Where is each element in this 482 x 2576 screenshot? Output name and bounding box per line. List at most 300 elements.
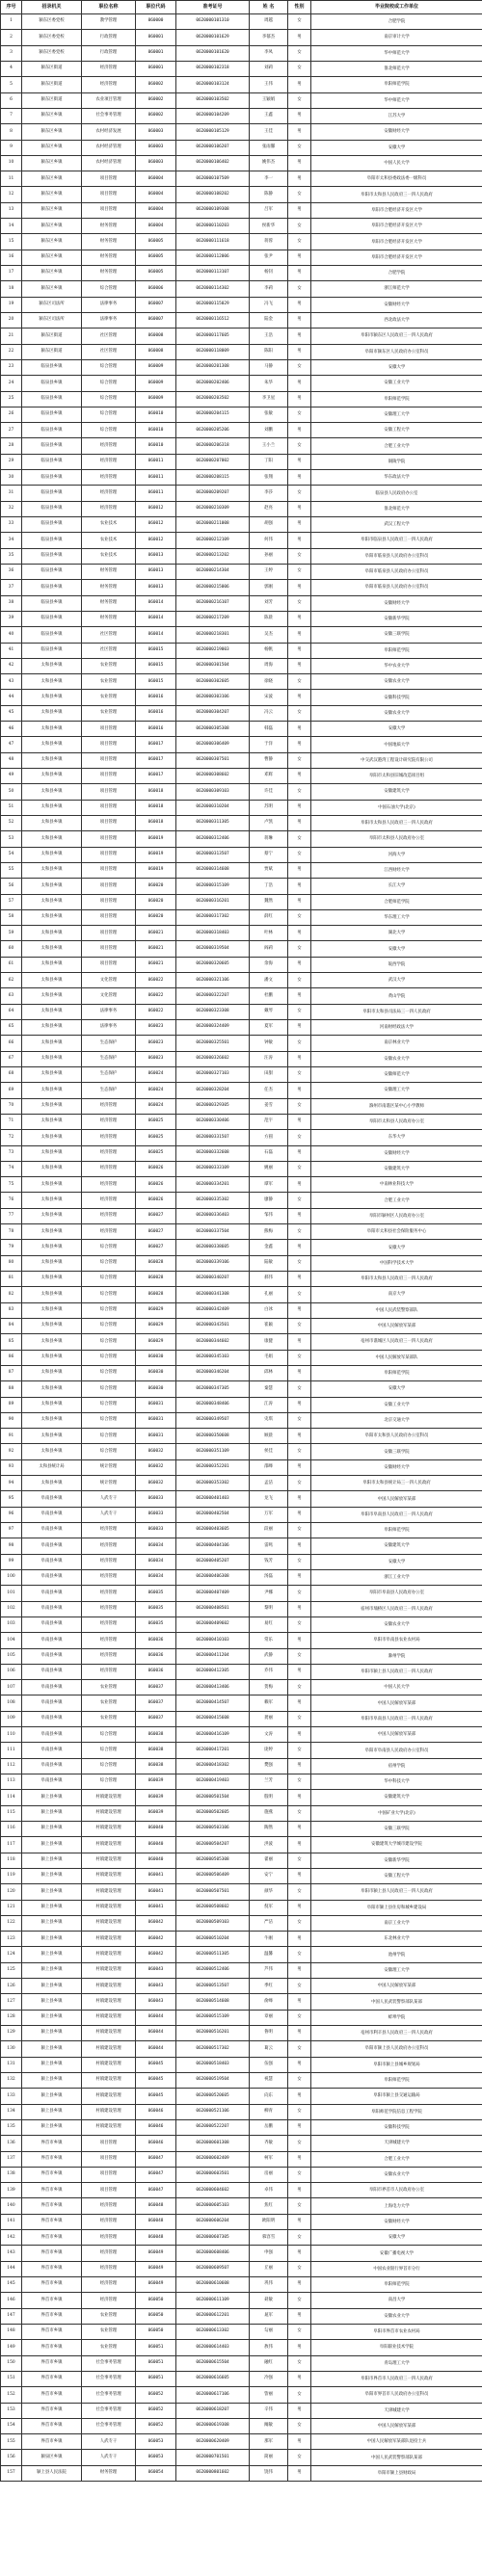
cell-index: 38: [1, 595, 22, 611]
table-row: [1, 1868, 482, 1883]
cell-school: 安徽农业大学: [311, 2308, 482, 2324]
cell-position-code: 060034: [136, 1554, 176, 1569]
cell-gender: 女: [288, 1036, 311, 1051]
cell-position: 农业管理: [82, 2308, 136, 2324]
table-row: [1, 690, 482, 705]
cell-exam-number: 0620000106207: [176, 140, 250, 155]
table-row: [1, 391, 482, 407]
cell-exam-number: 0620000108202: [176, 187, 250, 202]
cell-gender: 男: [288, 124, 311, 140]
cell-agency: 阜南县乡镇: [22, 1523, 82, 1538]
table-row: [1, 171, 482, 187]
cell-name: 王婷: [250, 564, 288, 579]
cell-name: 卢凯: [250, 815, 288, 830]
cell-exam-number: 0620000216107: [176, 595, 250, 611]
table-row: [1, 2387, 482, 2403]
cell-name: 常乐: [250, 1633, 288, 1648]
cell-gender: 男: [288, 171, 311, 187]
cell-name: 李一: [250, 171, 288, 187]
cell-position: 综合管理: [82, 407, 136, 422]
cell-name: 顾晨: [250, 1429, 288, 1444]
cell-exam-number: 0620000416109: [176, 1727, 250, 1743]
cell-gender: 女: [288, 1743, 311, 1758]
cell-position-code: 060037: [136, 1711, 176, 1726]
cell-agency: 阜南县乡镇: [22, 1507, 82, 1522]
cell-exam-number: 0620000340207: [176, 1272, 250, 1287]
table-row: [1, 1853, 482, 1868]
table-row: [1, 297, 482, 312]
table-row: [1, 1193, 482, 1208]
table-row: [1, 108, 482, 123]
cell-index: 156: [1, 2450, 22, 2465]
cell-exam-number: 0620000402504: [176, 1507, 250, 1522]
table-row: [1, 2261, 482, 2276]
cell-school: 中国人民解放军某部: [311, 1727, 482, 1743]
cell-position-code: 060046: [136, 2119, 176, 2135]
cell-index: 75: [1, 1177, 22, 1193]
table-row: [1, 1837, 482, 1853]
cell-gender: 男: [288, 501, 311, 516]
cell-index: 67: [1, 1051, 22, 1066]
cell-exam-number: 0620000322207: [176, 988, 250, 1004]
cell-exam-number: 0620000601308: [176, 2136, 250, 2151]
table-row: [1, 1648, 482, 1664]
cell-position-code: 060036: [136, 1664, 176, 1679]
cell-gender: 男: [288, 926, 311, 941]
cell-exam-number: 0620000316201: [176, 894, 250, 909]
cell-exam-number: 0620000504207: [176, 1837, 250, 1853]
cell-exam-number: 0620000350608: [176, 1429, 250, 1444]
cell-exam-number: 0620000217209: [176, 611, 250, 626]
cell-index: 147: [1, 2308, 22, 2324]
cell-position: 经济管理: [82, 1130, 136, 1145]
cell-index: 83: [1, 1302, 22, 1318]
cell-agency: 临泉县乡镇: [22, 438, 82, 454]
cell-school: 武汉工程大学: [311, 517, 482, 533]
cell-agency: 界首市乡镇: [22, 2434, 82, 2450]
table-row: [1, 1130, 482, 1145]
cell-position: 项目管理: [82, 171, 136, 187]
cell-position: 综合管理: [82, 1240, 136, 1255]
table-row: [1, 1994, 482, 2010]
cell-index: 56: [1, 879, 22, 894]
cell-position: 经济管理: [82, 1193, 136, 1208]
cell-school: 阜阳市阜南县人民政府办公室科员: [311, 1743, 482, 1758]
cell-gender: 女: [288, 1523, 311, 1538]
cell-school: 河南财经政法大学: [311, 1020, 482, 1036]
cell-school: 阜阳市颍州区人民政府办公室: [311, 1208, 482, 1223]
cell-position-code: 060040: [136, 1837, 176, 1853]
cell-exam-number: 0620000506409: [176, 1868, 250, 1883]
cell-index: 123: [1, 1932, 22, 1947]
cell-name: 尹娜: [250, 1586, 288, 1601]
cell-school: 安徽三联学院: [311, 627, 482, 643]
cell-gender: 男: [288, 2151, 311, 2167]
cell-position-code: 060025: [136, 1145, 176, 1161]
cell-school: 安徽大学: [311, 941, 482, 957]
cell-exam-number: 0620000305308: [176, 722, 250, 737]
cell-agency: 太和县乡镇: [22, 1193, 82, 1208]
cell-gender: 男: [288, 1365, 311, 1380]
cell-position-code: 060004: [136, 187, 176, 202]
cell-exam-number: 0620000518403: [176, 2057, 250, 2072]
cell-position: 项目管理: [82, 894, 136, 909]
header-index: 序号: [1, 1, 22, 14]
cell-agency: 太和县乡镇: [22, 1318, 82, 1333]
table-row: [1, 2198, 482, 2214]
cell-index: 58: [1, 909, 22, 925]
cell-exam-number: 0620000336403: [176, 1208, 250, 1223]
cell-position-code: 060006: [136, 281, 176, 297]
cell-exam-number: 0620000503106: [176, 1821, 250, 1836]
cell-school: 中国人民武装警察部队某部: [311, 2450, 482, 2465]
cell-gender: 男: [288, 862, 311, 878]
cell-agency: 颍上县乡镇: [22, 1979, 82, 1994]
cell-agency: 颍上县乡镇: [22, 1947, 82, 1962]
cell-school: 南京审计大学: [311, 30, 482, 45]
cell-index: 129: [1, 2026, 22, 2041]
cell-gender: 男: [288, 517, 311, 533]
cell-name: 孟洁: [250, 1476, 288, 1491]
cell-agency: 颍上县乡镇: [22, 1884, 82, 1900]
cell-agency: 临泉县乡镇: [22, 533, 82, 548]
cell-name: 毛娟: [250, 1350, 288, 1365]
cell-position-code: 060024: [136, 1098, 176, 1114]
cell-position-code: 060016: [136, 705, 176, 721]
cell-position: 财务管理: [82, 266, 136, 281]
cell-agency: 界首市乡镇: [22, 2167, 82, 2182]
table-row: [1, 517, 482, 533]
cell-position-code: 060013: [136, 580, 176, 595]
table-row: [1, 1302, 482, 1318]
cell-school: 阜阳市临泉县人民政府办公室科员: [311, 564, 482, 579]
table-row: [1, 1224, 482, 1240]
cell-index: 16: [1, 250, 22, 265]
table-row: [1, 1900, 482, 1915]
table-row: [1, 2450, 482, 2465]
cell-name: 张敏: [250, 407, 288, 422]
cell-name: 叶林: [250, 926, 288, 941]
cell-name: 李卫星: [250, 391, 288, 407]
cell-agency: 颍上县乡镇: [22, 2057, 82, 2072]
cell-exam-number: 0620000105129: [176, 124, 250, 140]
table-row: [1, 1507, 482, 1522]
cell-name: 章丽: [250, 2010, 288, 2025]
cell-gender: 男: [288, 2340, 311, 2355]
cell-position-code: 060002: [136, 92, 176, 108]
cell-exam-number: 0620000616605: [176, 2371, 250, 2386]
cell-school: 宿州学院: [311, 1758, 482, 1774]
table-row: [1, 1334, 482, 1350]
table-row: [1, 627, 482, 643]
cell-exam-number: 0620000311305: [176, 815, 250, 830]
cell-index: 61: [1, 957, 22, 972]
cell-exam-number: 0620000508602: [176, 1900, 250, 1915]
cell-gender: 女: [288, 2104, 311, 2119]
cell-school: 河海大学: [311, 847, 482, 862]
cell-position-code: 060038: [136, 1758, 176, 1774]
cell-gender: 女: [288, 281, 311, 297]
cell-name: 黎明: [250, 1601, 288, 1617]
table-row: [1, 77, 482, 92]
cell-index: 109: [1, 1711, 22, 1726]
cell-agency: 颍上县乡镇: [22, 1805, 82, 1821]
cell-agency: 颍东区街道: [22, 61, 82, 76]
cell-school: 安徽广播电视大学: [311, 2246, 482, 2261]
cell-name: 訾丽: [250, 2387, 288, 2403]
cell-index: 57: [1, 894, 22, 909]
cell-position-code: 060045: [136, 2089, 176, 2104]
cell-school: 铜陵学院: [311, 454, 482, 469]
cell-position-code: 060041: [136, 1900, 176, 1915]
cell-index: 135: [1, 2119, 22, 2135]
cell-school: 阜阳市太和县人民政府办公室: [311, 831, 482, 847]
cell-gender: 男: [288, 202, 311, 218]
cell-gender: 女: [288, 595, 311, 611]
cell-name: 祝慧: [250, 2072, 288, 2088]
cell-exam-number: 0620000334201: [176, 1177, 250, 1193]
cell-agency: 太和县乡镇: [22, 1098, 82, 1114]
cell-position: 综合管理: [82, 1318, 136, 1333]
cell-name: 吕军: [250, 202, 288, 218]
cell-index: 149: [1, 2340, 22, 2355]
table-row: [1, 1554, 482, 1569]
cell-gender: 男: [288, 1821, 311, 1836]
cell-position-code: 060009: [136, 391, 176, 407]
cell-gender: 男: [288, 690, 311, 705]
cell-index: 34: [1, 533, 22, 548]
cell-gender: 女: [288, 1255, 311, 1271]
cell-school: 中国人民解放军某部: [311, 2418, 482, 2433]
cell-agency: 临泉县乡镇: [22, 470, 82, 486]
cell-name: 乔伟: [250, 1664, 288, 1679]
cell-exam-number: 0620000404106: [176, 1538, 250, 1554]
cell-index: 137: [1, 2151, 22, 2167]
header-gender: 性别: [288, 1, 311, 14]
cell-agency: 临泉县乡镇: [22, 391, 82, 407]
cell-agency: 颍上县乡镇: [22, 1821, 82, 1836]
cell-gender: 女: [288, 1853, 311, 1868]
cell-school: 阜阳市颍上县交通运输局: [311, 2089, 482, 2104]
table-row: [1, 312, 482, 328]
table-row: [1, 2230, 482, 2246]
cell-position-code: 060008: [136, 329, 176, 344]
cell-school: 阜阳师范学院: [311, 77, 482, 92]
cell-agency: 颍上县乡镇: [22, 1900, 82, 1915]
cell-index: 105: [1, 1648, 22, 1664]
cell-position: 项目管理: [82, 784, 136, 800]
cell-position-code: 060025: [136, 1130, 176, 1145]
cell-position-code: 060027: [136, 1240, 176, 1255]
cell-agency: 颍东区司法所: [22, 297, 82, 312]
cell-position: 文化管理: [82, 988, 136, 1004]
cell-position: 农业技术: [82, 548, 136, 564]
cell-school: 安徽新华学院: [311, 1853, 482, 1868]
cell-position: 村镇建设管理: [82, 1837, 136, 1853]
cell-position-code: 060032: [136, 1459, 176, 1475]
cell-exam-number: 0620000201308: [176, 359, 250, 375]
table-row: [1, 847, 482, 862]
cell-name: 樊强: [250, 1758, 288, 1774]
cell-index: 44: [1, 690, 22, 705]
table-row: [1, 1145, 482, 1161]
cell-agency: 阜南县乡镇: [22, 1538, 82, 1554]
cell-gender: 男: [288, 1727, 311, 1743]
cell-name: 田甜: [250, 1066, 288, 1082]
cell-school: 中国人民解放军某部: [311, 1979, 482, 1994]
table-row: [1, 30, 482, 45]
cell-agency: 太和县乡镇: [22, 705, 82, 721]
table-row: [1, 438, 482, 454]
cell-gender: 女: [288, 1412, 311, 1428]
cell-index: 142: [1, 2230, 22, 2246]
cell-school: 长江大学: [311, 879, 482, 894]
cell-position: 经济管理: [82, 1161, 136, 1176]
cell-position: 村镇建设管理: [82, 1900, 136, 1915]
cell-exam-number: 0620000602409: [176, 2151, 250, 2167]
cell-name: 魏然: [250, 894, 288, 909]
cell-school: 阜阳市界首市人民政府三一四人民政府: [311, 2371, 482, 2386]
cell-agency: 阜南县乡镇: [22, 1758, 82, 1774]
cell-position-code: 060011: [136, 486, 176, 501]
cell-index: 21: [1, 329, 22, 344]
table-row: [1, 155, 482, 171]
cell-name: 张雨馨: [250, 140, 288, 155]
cell-gender: 男: [288, 1538, 311, 1554]
cell-school: 合肥学院: [311, 266, 482, 281]
table-row: [1, 1459, 482, 1475]
cell-agency: 临泉县乡镇: [22, 580, 82, 595]
cell-index: 3: [1, 45, 22, 61]
cell-gender: 男: [288, 2277, 311, 2293]
cell-position-code: 060003: [136, 124, 176, 140]
cell-position-code: 060003: [136, 155, 176, 171]
cell-position: 村镇建设管理: [82, 2057, 136, 2072]
cell-name: 柳青: [250, 2104, 288, 2119]
cell-position-code: 060043: [136, 1962, 176, 1978]
cell-index: 96: [1, 1507, 22, 1522]
cell-position: 村镇建设管理: [82, 2119, 136, 2135]
cell-school: 阜阳市颍东区人民政府办公室科员: [311, 344, 482, 359]
cell-name: 欧阳明: [250, 2214, 288, 2229]
cell-school: 安徽建筑大学: [311, 784, 482, 800]
cell-position-code: 060014: [136, 595, 176, 611]
cell-name: 周越: [250, 14, 288, 30]
cell-position-code: 060002: [136, 108, 176, 123]
cell-school: 阜阳市颍东区人民政府三一四人民政府: [311, 329, 482, 344]
cell-school: 安徽大学: [311, 140, 482, 155]
cell-exam-number: 0620000608406: [176, 2246, 250, 2261]
cell-position: 行政管理: [82, 30, 136, 45]
cell-position-code: 060015: [136, 643, 176, 658]
cell-position-code: 060054: [136, 2465, 176, 2481]
cell-index: 90: [1, 1412, 22, 1428]
cell-agency: 太和县乡镇: [22, 1066, 82, 1082]
cell-exam-number: 0620000215006: [176, 580, 250, 595]
table-row: [1, 1255, 482, 1271]
cell-gender: 女: [288, 1098, 311, 1114]
table-row: [1, 2308, 482, 2324]
cell-agency: 界首市乡镇: [22, 2403, 82, 2418]
cell-agency: 颍上县乡镇: [22, 2072, 82, 2088]
cell-index: 81: [1, 1272, 22, 1287]
cell-position: 综合管理: [82, 1397, 136, 1412]
cell-exam-number: 0620000101620: [176, 45, 250, 61]
cell-exam-number: 0620000218301: [176, 627, 250, 643]
cell-exam-number: 0620000317302: [176, 909, 250, 925]
cell-name: 杜鹏: [250, 988, 288, 1004]
cell-position: 财务管理: [82, 595, 136, 611]
table-row: [1, 1051, 482, 1066]
table-row: [1, 784, 482, 800]
cell-position: 项目管理: [82, 926, 136, 941]
cell-index: 36: [1, 564, 22, 579]
cell-exam-number: 0620000113107: [176, 266, 250, 281]
cell-school: 湖北大学: [311, 926, 482, 941]
cell-index: 119: [1, 1868, 22, 1883]
cell-index: 42: [1, 658, 22, 673]
cell-exam-number: 0620000701501: [176, 2450, 250, 2465]
cell-gender: 男: [288, 454, 311, 469]
cell-school: 中国人民解放军某部: [311, 1318, 482, 1333]
cell-index: 146: [1, 2293, 22, 2308]
cell-school: 黄山学院: [311, 988, 482, 1004]
cell-position: 财务管理: [82, 2465, 136, 2481]
cell-gender: 男: [288, 1994, 311, 2010]
cell-school: 安徽农业大学: [311, 674, 482, 690]
cell-position-code: 060037: [136, 1680, 176, 1695]
cell-agency: 颍上县乡镇: [22, 2119, 82, 2135]
cell-index: 49: [1, 769, 22, 784]
cell-position: 农业技术: [82, 517, 136, 533]
header-school: 毕业院校或工作单位: [311, 1, 482, 14]
cell-index: 150: [1, 2355, 22, 2371]
cell-position: 社会事务管理: [82, 2371, 136, 2386]
cell-agency: 临泉县乡镇: [22, 407, 82, 422]
cell-position-code: 060014: [136, 611, 176, 626]
cell-position-code: 060038: [136, 1743, 176, 1758]
cell-name: 陈晨: [250, 611, 288, 626]
cell-exam-number: 0620000203502: [176, 391, 250, 407]
cell-index: 89: [1, 1397, 22, 1412]
table-row: [1, 643, 482, 658]
cell-school: 合肥工业大学: [311, 438, 482, 454]
cell-position: 农业管理: [82, 674, 136, 690]
cell-name: 薛红: [250, 909, 288, 925]
cell-index: 39: [1, 611, 22, 626]
cell-index: 118: [1, 1853, 22, 1868]
cell-position-code: 060035: [136, 1617, 176, 1632]
cell-school: 安徽理工大学: [311, 407, 482, 422]
cell-position: 项目管理: [82, 2151, 136, 2167]
cell-name: 江涛: [250, 1397, 288, 1412]
cell-exam-number: 0620000614403: [176, 2340, 250, 2355]
cell-index: 27: [1, 423, 22, 438]
cell-school: 安徽师范大学: [311, 1066, 482, 1082]
cell-index: 55: [1, 862, 22, 878]
cell-index: 108: [1, 1695, 22, 1711]
cell-position: 人武专干: [82, 2434, 136, 2450]
cell-position: 经济管理: [82, 1523, 136, 1538]
cell-gender: 男: [288, 250, 311, 265]
cell-exam-number: 0620000103124: [176, 77, 250, 92]
cell-exam-number: 0620000104209: [176, 108, 250, 123]
cell-position-code: 060022: [136, 1004, 176, 1019]
cell-position-code: 060012: [136, 517, 176, 533]
table-row: [1, 14, 482, 30]
cell-school: 阜阳职业技术学院: [311, 2340, 482, 2355]
cell-position-code: 060010: [136, 407, 176, 422]
